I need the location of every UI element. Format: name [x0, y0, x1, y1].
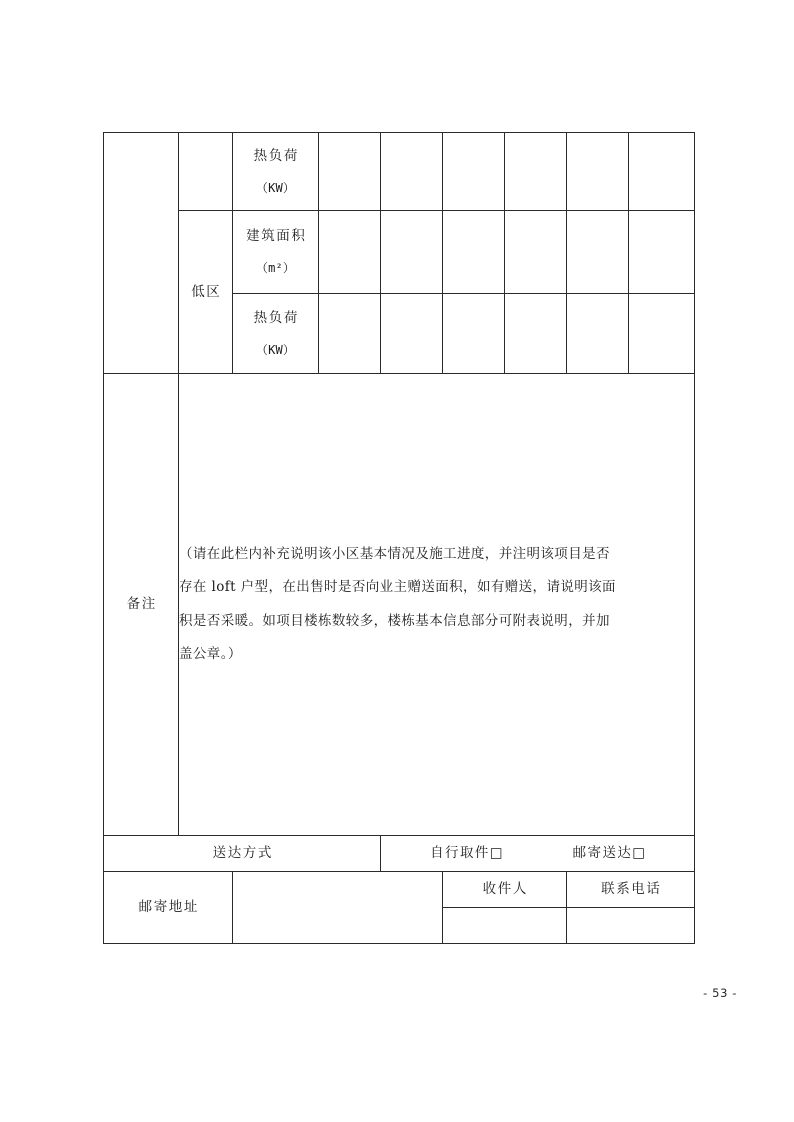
phone-input[interactable] — [567, 908, 695, 944]
cell-metric-heat-load-1 — [233, 133, 319, 211]
cell-value[interactable] — [381, 133, 443, 211]
cell-value[interactable] — [443, 294, 505, 374]
cell-value[interactable] — [443, 211, 505, 294]
cell-value[interactable] — [629, 133, 695, 211]
mailing-address-label: 邮寄地址 — [104, 872, 233, 944]
cell-metric-heat-load-2 — [233, 294, 319, 374]
cell-value[interactable] — [505, 211, 567, 294]
metric-unit: （KW） — [255, 180, 296, 195]
cell-value[interactable] — [381, 294, 443, 374]
phone-label: 联系电话 — [567, 872, 695, 908]
metric-unit: （KW） — [255, 342, 296, 357]
cell-value[interactable] — [505, 294, 567, 374]
metric-unit: （m²） — [255, 261, 296, 276]
cell-value[interactable] — [629, 294, 695, 374]
cell-value[interactable] — [505, 133, 567, 211]
mailing-address-input[interactable] — [233, 872, 443, 944]
remarks-hint-line: 积是否采暖。如项目楼栋数较多，楼栋基本信息部分可附表说明，并加 — [179, 612, 610, 629]
remarks-label: 备注 — [104, 374, 179, 836]
project-info-table — [103, 132, 695, 944]
cell-zone-blank — [179, 133, 233, 211]
cell-value[interactable] — [567, 294, 629, 374]
cell-value[interactable] — [443, 133, 505, 211]
table-row-high-zone-heat-load — [104, 133, 695, 211]
metric-label: 建筑面积 — [246, 228, 307, 245]
remarks-hint-line: 盖公章。） — [179, 645, 242, 662]
table-row-delivery-method — [104, 836, 695, 872]
metric-label: 热负荷 — [253, 147, 299, 164]
cell-value[interactable] — [381, 211, 443, 294]
cell-value[interactable] — [629, 211, 695, 294]
remarks-hint-line: （请在此栏内补充说明该小区基本情况及施工进度，并注明该项目是否 — [179, 546, 610, 563]
delivery-method-options — [381, 836, 695, 872]
cell-metric-floor-area — [233, 211, 319, 294]
remarks-hint-text — [179, 538, 694, 670]
page-number: - 53 - — [703, 986, 737, 1000]
recipient-input[interactable] — [443, 908, 567, 944]
cell-zone-low: 低区 — [179, 211, 233, 374]
remarks-hint-line: 存在 loft 户型，在出售时是否向业主赠送面积，如有赠送，请说明该面 — [179, 579, 616, 596]
cell-value[interactable] — [319, 294, 381, 374]
cell-value[interactable] — [319, 211, 381, 294]
delivery-method-label: 送达方式 — [104, 836, 381, 872]
cell-value[interactable] — [567, 211, 629, 294]
table-row-remarks — [104, 374, 695, 836]
metric-label: 热负荷 — [253, 309, 299, 326]
remarks-input-cell[interactable] — [179, 374, 695, 836]
table-row-low-zone-floor-area — [104, 211, 695, 294]
cell-section-blank — [104, 133, 179, 374]
table-row-mailing-headers — [104, 872, 695, 908]
cell-value[interactable] — [567, 133, 629, 211]
cell-value[interactable] — [319, 133, 381, 211]
delivery-option-self-pickup[interactable]: 自行取件□ — [430, 845, 504, 862]
recipient-label: 收件人 — [443, 872, 567, 908]
delivery-option-mail[interactable]: 邮寄送达□ — [572, 845, 647, 862]
